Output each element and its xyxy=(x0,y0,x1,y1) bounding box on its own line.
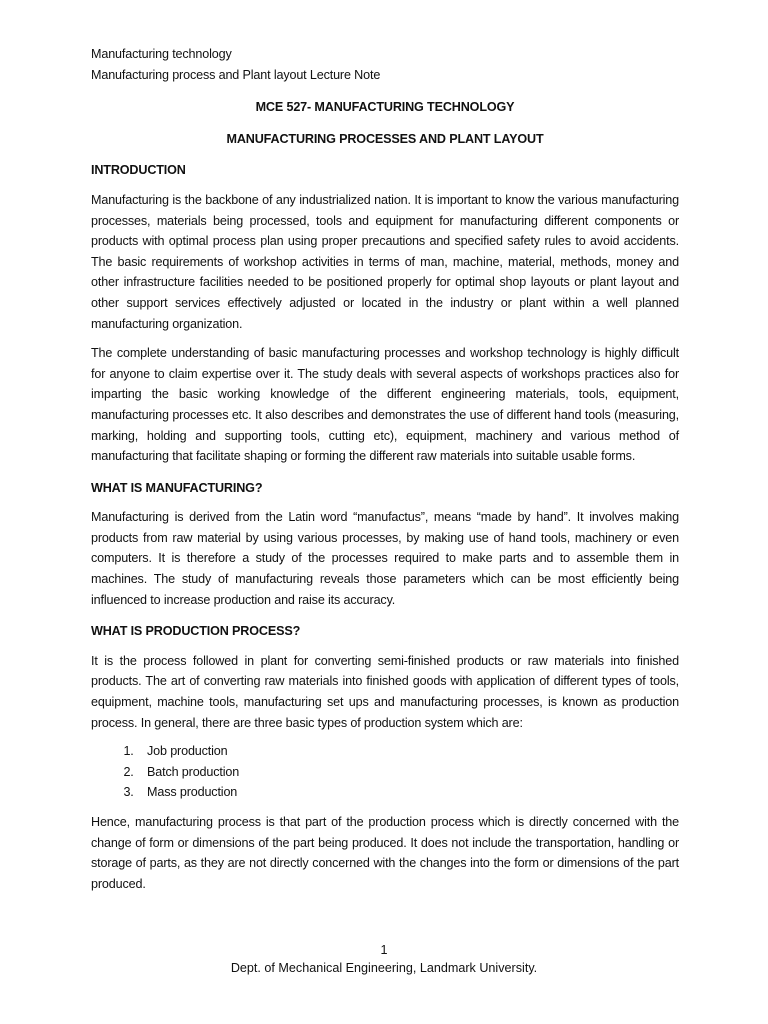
page-number: 1 xyxy=(380,943,388,957)
introduction-paragraph-1: Manufacturing is the backbone of any industrialized nation. It is important to know the various manufacturing processes, materials being processed, tools and equipment for manufacturing different components or products with optimal process plan using proper precautions and specified safety rules to avoid accidents. The basic requirements of workshop activities in terms of man, machine, material, methods, money and other infrastructure facilities needed to be positioned properly for optimal shop layouts or plant layout and other support services effectively adjusted or located in the industry or plant within a well planned manufacturing organization. xyxy=(91,192,679,331)
list-item: 3. Mass production xyxy=(137,782,679,803)
document-title: MANUFACTURING PROCESSES AND PLANT LAYOUT xyxy=(226,131,544,146)
production-paragraph-2: Hence, manufacturing process is that part of the production process which is directly concerned with the change of form or dimensions of the part being produced. It does not include the transportation, handling or storage of parts, as they are not directly concerned with the changes into the form or dimensions of the part produced. xyxy=(91,815,679,891)
list-item: 1. Job production xyxy=(137,741,679,762)
production-process-heading: WHAT IS PRODUCTION PROCESS? xyxy=(91,624,301,639)
manufacturing-paragraph: Manufacturing is derived from the Latin word “manufactus”, means “made by hand”. It involves making products from raw material by using various processes, by making use of hand tools, machinery or even computers. It is therefore a study of the processes required to make parts and to assemble them in machines. The study of manufacturing reveals those parameters which can be most efficiently being influenced to increase production and raise its accuracy. xyxy=(91,510,679,607)
header-line-1: Manufacturing technology xyxy=(91,47,232,61)
course-title: MCE 527- MANUFACTURING TECHNOLOGY xyxy=(255,100,515,115)
page-content xyxy=(91,44,679,894)
introduction-paragraph-2: The complete understanding of basic manufacturing processes and workshop technology is highly difficult for anyone to claim expertise over it. The study deals with several aspects of workshops practices also for imparting the basic working knowledge of the different engineering materials, tools, equipment, manufacturing processes etc. It also describes and demonstrates the use of different hand tools (measuring, marking, holding and supporting tools, cutting etc), equipment, machinery and various method of manufacturing that facilitate shaping or forming the different raw materials into suitable usable forms. xyxy=(91,346,679,464)
list-item: 2. Batch production xyxy=(137,762,679,783)
manufacturing-heading: WHAT IS MANUFACTURING? xyxy=(91,480,263,495)
header-line-2: Manufacturing process and Plant layout Lecture Note xyxy=(91,67,381,82)
production-types-list xyxy=(91,741,679,803)
footer-department: Dept. of Mechanical Engineering, Landmark University. xyxy=(230,961,538,975)
production-paragraph-1: It is the process followed in plant for converting semi-finished products or raw materials into finished products. The art of converting raw materials into finished goods with application of different types of tools, equipment, machine tools, manufacturing set ups and manufacturing processes, is known as production process. In general, there are three basic types of production system which are: xyxy=(91,653,679,730)
introduction-heading: INTRODUCTION xyxy=(91,163,186,178)
